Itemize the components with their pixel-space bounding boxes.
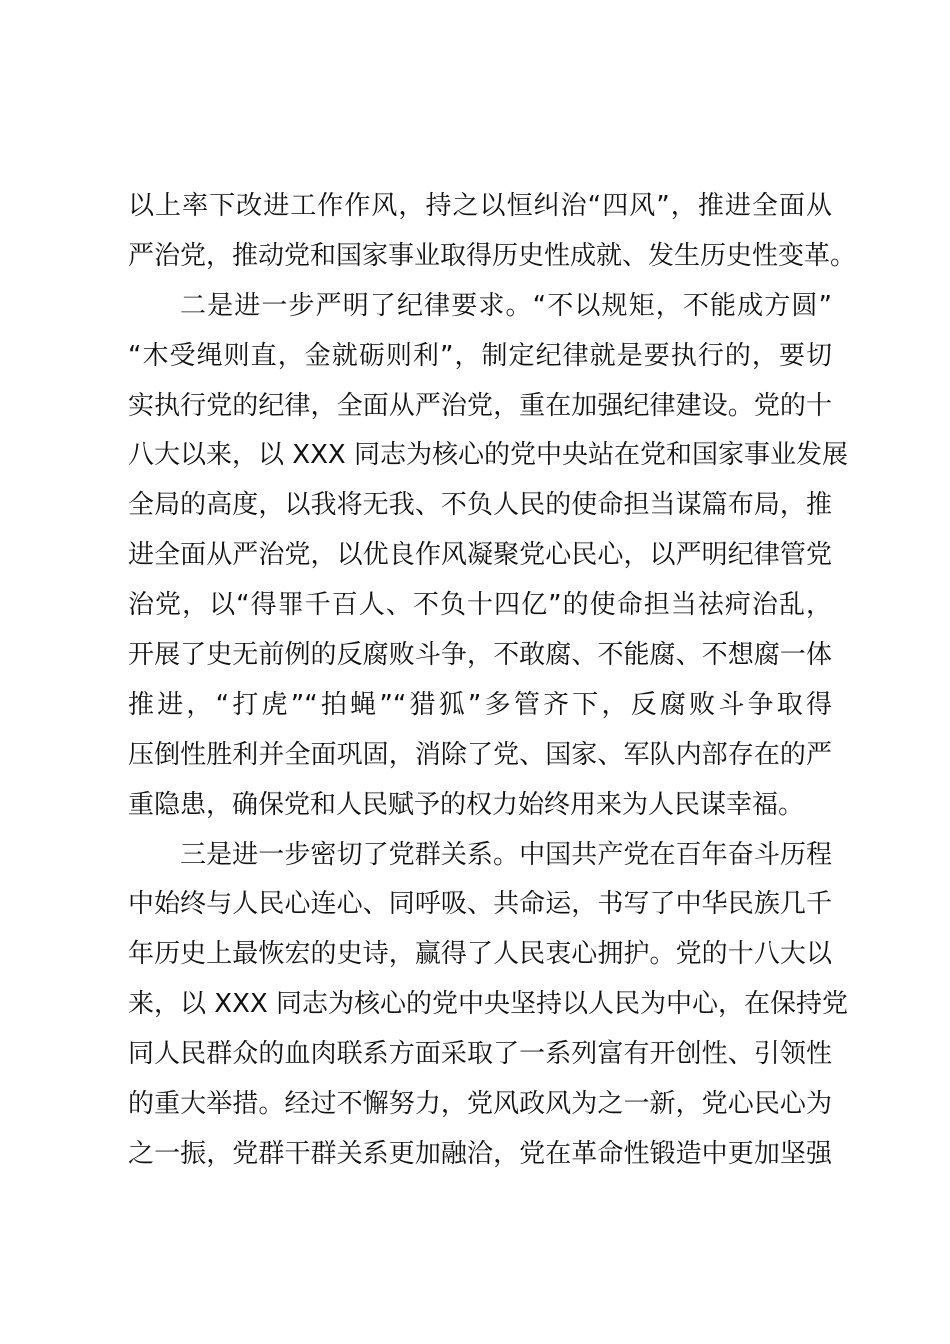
text-line: 二是进一步严明了纪律要求。“不以规矩，不能成方圆”: [180, 290, 832, 321]
text-line: 同人民群众的血肉联系方面采取了一系列富有开创性、引领性: [128, 1039, 832, 1070]
text-line: 进全面从严治党，以优良作风凝聚党心民心，以严明纪律管党: [128, 540, 832, 571]
text-line: 治党，以“得罪千百人、不负十四亿”的使命担当祛疴治乱，: [128, 590, 832, 621]
text-line: 推进，“打虎”“拍蝇”“猎狐”多管齐下，反腐败斗争取得: [128, 689, 832, 720]
text-line: 以上率下改进工作作风，持之以恒纠治“四风”，推进全面从: [128, 191, 832, 221]
text-line: 年历史上最恢宏的史诗，赢得了人民衷心拥护。党的十八大以: [128, 939, 832, 970]
text-line: 八大以来，以 XXX 同志为核心的党中央站在党和国家事业发展: [128, 440, 848, 471]
text-line: 中始终与人民心连心、同呼吸、共命运，书写了中华民族几千: [128, 889, 832, 920]
text-line: 重隐患，确保党和人民赋予的权力始终用来为人民谋幸福。: [128, 789, 805, 820]
body-text: [128, 182, 857, 1180]
text-line: 全局的高度，以我将无我、不负人民的使命担当谋篇布局，推: [128, 490, 832, 521]
text-line: 严治党，推动党和国家事业取得历史性成就、发生历史性变革。: [128, 240, 857, 271]
text-line: 开展了史无前例的反腐败斗争，不敢腐、不能腐、不想腐一体: [128, 640, 832, 671]
text-line: 压倒性胜利并全面巩固，消除了党、国家、军队内部存在的严: [128, 739, 832, 770]
text-line: 之一振，党群干群关系更加融洽，党在革命性锻造中更加坚强: [128, 1138, 832, 1169]
text-line: 实执行党的纪律，全面从严治党，重在加强纪律建设。党的十: [128, 390, 832, 421]
text-line: 的重大举措。经过不懈努力，党风政风为之一新，党心民心为: [128, 1089, 832, 1120]
text-line: “木受绳则直，金就砺则利”，制定纪律就是要执行的，要切: [128, 340, 832, 371]
text-line: 三是进一步密切了党群关系。中国共产党在百年奋斗历程: [180, 839, 832, 870]
text-line: 来，以 XXX 同志为核心的党中央坚持以人民为中心，在保持党: [128, 989, 848, 1020]
